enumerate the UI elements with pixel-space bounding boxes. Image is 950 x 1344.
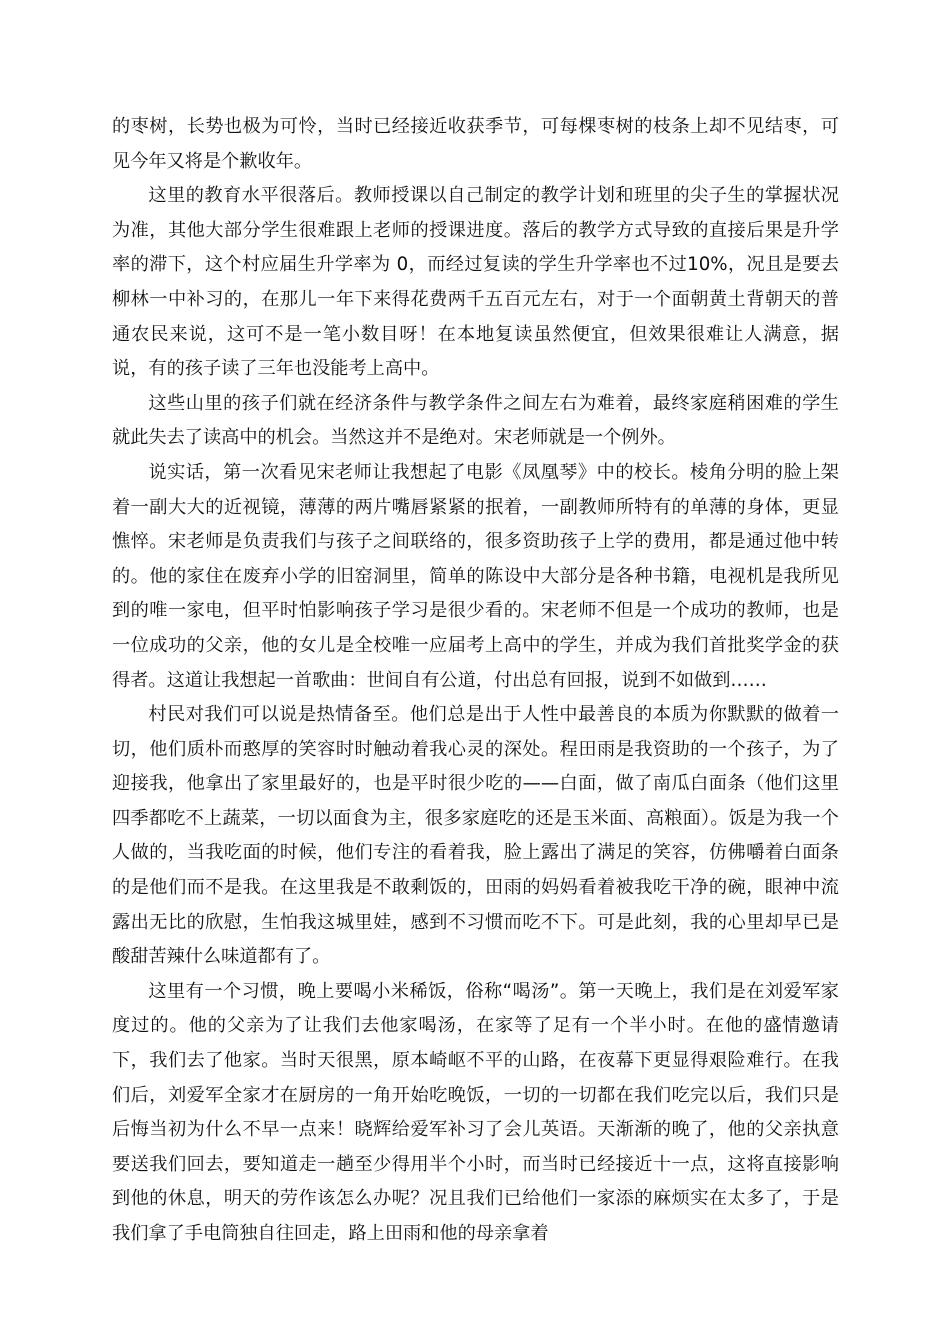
paragraph-3: 这些山里的孩子们就在经济条件与教学条件之间左右为难着，最终家庭稍困难的学生就此失去了读高中的机会。当然这并不是绝对。宋老师就是一个例外。	[112, 392, 839, 449]
paragraph-1: 的枣树，长势也极为可怜，当时已经接近收获季节，可每棵枣树的枝条上却不见结枣，可见今年又将是个歉收年。	[112, 116, 839, 172]
document-body	[112, 110, 839, 1252]
paragraph-5: 村民对我们可以说是热情备至。他们总是出于人性中最善良的本质为你默默的做着一切，他们质朴而憨厚的笑容时时触动着我心灵的深处。程田雨是我资助的一个孩子，为了迎接我，他拿出了家里最好的，也是平时很少吃的——白面，做了南瓜白面条（他们这里四季都吃不上蔬菜，一切以面食为主，很多家庭吃的还是玉米面、高粮面）。饭是为我一个人做的，当我吃面的时候，他们专注的看着我，脸上露出了满足的笑容，仿佛嚼着白面条的是他们而不是我。在这里我是不敢剩饭的，田雨的妈妈看着被我吃干净的碗，眼神中流露出无比的欣慰，生怕我这城里娃，感到不习惯而吃不下。可是此刻，我的心里却早已是酸甜苦辣什么味道都有了。	[112, 704, 839, 968]
paragraph-4: 说实话，第一次看见宋老师让我想起了电影《凤凰琴》中的校长。棱角分明的脸上架着一副大大的近视镜，薄薄的两片嘴唇紧紧的抿着，一副教师所特有的单薄的身体，更显憔悴。宋老师是负责我们与孩子之间联络的，很多资助孩子上学的费用，都是通过他中转的。他的家住在废弃小学的旧窑洞里，简单的陈设中大部分是各种书籍，电视机是我所见到的唯一家电，但平时怕影响孩子学习是很少看的。宋老师不但是一个成功的教师，也是一位成功的父亲，他的女儿是全校唯一应届考上高中的学生，并成为我们首批奖学金的获得者。这道让我想起一首歌曲：世间自有公道，付出总有回报，说到不如做到……	[112, 461, 839, 691]
paragraph-6: 这里有一个习惯，晚上要喝小米稀饭，俗称“喝汤”。第一天晚上，我们是在刘爱军家度过的。他的父亲为了让我们去他家喝汤，在家等了足有一个半小时。在他的盛情邀请下，我们去了他家。当时天很黑，原本崎岖不平的山路，在夜幕下更显得艰险难行。在我们后，刘爱军全家才在厨房的一角开始吃晚饭，一切的一切都在我们吃完以后，我们只是后悔当初为什么不早一点来！晓辉给爱军补习了会儿英语。天渐渐的晚了，他的父亲执意要送我们回去，要知道走一趟至少得用半个小时，而当时已经接近十一点，这将直接影响到他的休息，明天的劳作该怎么办呢？况且我们已给他们一家添的麻烦实在太多了，于是我们拿了手电筒独自往回走，路上田雨和他的母亲拿着	[112, 980, 839, 1244]
paragraph-2: 这里的教育水平很落后。教师授课以自己制定的教学计划和班里的尖子生的掌握状况为准，其他大部分学生很难跟上老师的授课进度。落后的教学方式导致的直接后果是升学率的滞下，这个村应届生升学率为 0，而经过复读的学生升学率也不过10%，况且是要去柳林一中补习的，在那儿一年下来得花费两千五百元左右，对于一个面朝黄土背朝天的普通农民来说，这可不是一笔小数目呀！在本地复读虽然便宜，但效果很难让人满意，据说，有的孩子读了三年也没能考上高中。	[112, 185, 839, 380]
